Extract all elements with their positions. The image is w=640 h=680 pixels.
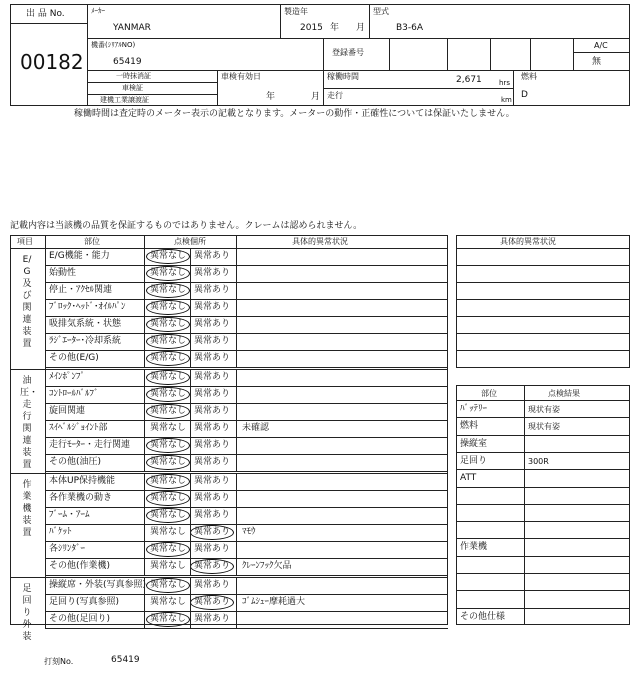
table-row-line: [45, 403, 448, 404]
right-detail-line: [456, 282, 630, 283]
stamp-value: 65419: [111, 655, 140, 665]
results-part: 足回り: [460, 456, 488, 466]
results-row-line: [456, 521, 630, 522]
results-row-line: [456, 538, 630, 539]
km-unit: km: [501, 96, 512, 104]
abnormal-option: 異常あり: [194, 423, 231, 433]
normal-option: 異常なし: [150, 493, 187, 503]
part-label: 停止・ｱｸｾﾙ関連: [49, 285, 113, 295]
part-label: ｺﾝﾄﾛｰﾙﾊﾞﾙﾌﾞ: [49, 389, 99, 399]
abnormal-option: 異常あり: [194, 493, 231, 503]
table-header-divider: [236, 235, 237, 248]
maker-label: ﾒｰｶｰ: [91, 7, 105, 15]
abnormal-option: 異常あり: [194, 302, 231, 312]
temp-cert-label: 一時抹消証: [116, 72, 151, 80]
normal-circle-mark: [146, 283, 190, 298]
table-row-line: [45, 524, 448, 525]
table-col-line: [144, 248, 145, 367]
stamp-label: 打刻No.: [44, 657, 74, 666]
normal-circle-mark: [146, 455, 190, 470]
results-row-line: [456, 556, 630, 557]
part-label: ﾌﾞｰﾑ・ｱｰﾑ: [49, 510, 90, 520]
normal-circle-mark: [146, 404, 190, 419]
part-label: 始動性: [49, 268, 77, 278]
detail-text: ｸﾚｰﾝﾌｯｸ欠品: [242, 561, 292, 571]
normal-option: 異常なし: [150, 319, 187, 329]
right-detail-line: [456, 350, 630, 351]
part-label: 旋回関連: [49, 406, 86, 416]
table-row-line: [45, 386, 448, 387]
normal-option: 異常なし: [150, 423, 187, 433]
results-row-line: [456, 452, 630, 453]
abnormal-option: 異常あり: [194, 406, 231, 416]
results-row-line: [456, 590, 630, 591]
table-col-line: [190, 577, 191, 628]
part-label: 走行ﾓｰﾀｰ・走行関連: [49, 440, 131, 450]
normal-circle-mark: [146, 370, 190, 385]
abnormal-option: 異常あり: [194, 544, 231, 554]
ac-label: A/C: [594, 41, 608, 50]
abnormal-circle-mark: [190, 559, 234, 574]
results-row-line: [456, 469, 630, 470]
abnormal-option: 異常あり: [194, 580, 231, 590]
group-separator-line: [10, 473, 448, 474]
results-table-frame: [456, 385, 630, 625]
abnormal-option: 異常あり: [194, 319, 231, 329]
normal-option: 異常なし: [150, 597, 187, 607]
table-col-line: [236, 369, 237, 471]
normal-circle-mark: [146, 491, 190, 506]
part-label: ﾊﾞｹｯﾄ: [49, 527, 72, 537]
part-label: 各作業機の動き: [49, 493, 113, 503]
normal-circle-mark: [146, 300, 190, 315]
model-value: B3-6A: [396, 23, 424, 33]
quality-notice: 記載内容は当該機の品質を保証するものではありません。クレームは認められません。: [10, 221, 363, 231]
normal-option: 異常なし: [150, 389, 187, 399]
table-col-line: [45, 248, 46, 367]
registration-label: 登録番号: [332, 48, 364, 57]
part-label: その他(油圧): [49, 457, 102, 467]
table-row-line: [45, 350, 448, 351]
table-row-line: [45, 490, 448, 491]
table-col-line: [190, 369, 191, 471]
lot-number: 00182: [20, 50, 84, 74]
normal-option: 異常なし: [150, 336, 187, 346]
detail-text: ｺﾞﾑｼｭｰ摩耗過大: [242, 597, 306, 607]
abnormal-option: 異常あり: [194, 440, 231, 450]
part-label: その他(E/G): [49, 353, 99, 363]
group-title: 油圧・走行関連装置: [20, 376, 39, 470]
results-part: 燃料: [460, 421, 479, 431]
right-detail-header: 具体的異常状況: [500, 237, 556, 246]
table-row-line: [45, 628, 448, 629]
normal-circle-mark: [146, 474, 190, 489]
right-detail-frame: [456, 235, 630, 368]
results-part: ATT: [460, 473, 477, 483]
table-row-line: [45, 594, 448, 595]
mileage-label: 走行: [327, 91, 343, 100]
abnormal-option: 異常あり: [194, 353, 231, 363]
inspection-cert-label: 車検証: [122, 84, 143, 92]
part-label: 足回り(写真参照): [49, 597, 120, 607]
table-row-line: [45, 367, 448, 368]
results-part: その他仕様: [460, 612, 506, 622]
lot-label: 出 品 No.: [26, 9, 65, 19]
table-header-divider: [45, 235, 46, 248]
year-label: 製造年: [284, 7, 308, 16]
group-separator-line: [10, 577, 448, 578]
table-col-line: [190, 473, 191, 575]
col-item-header: 項目: [17, 237, 33, 246]
ac-value: 無: [592, 57, 602, 67]
part-label: E/G機能・能力: [49, 251, 110, 261]
detail-text: ﾏﾓｳ: [242, 527, 256, 537]
normal-option: 異常なし: [150, 580, 187, 590]
part-label: 本体UP保持機能: [49, 476, 116, 486]
table-col-line: [45, 369, 46, 471]
abnormal-circle-mark: [190, 595, 234, 610]
table-row-line: [45, 420, 448, 421]
serial-value: 65419: [113, 57, 142, 67]
results-col-result: 点検結果: [548, 389, 580, 398]
group-title: E/G及び関連装置: [22, 255, 32, 349]
table-row-line: [45, 316, 448, 317]
part-label: 操縦席・外装(写真参照): [49, 580, 147, 590]
part-label: ｽｲﾍﾞﾙｼﾞｮｲﾝﾄ部: [49, 423, 108, 433]
inspection-valid-label: 車検有効日: [221, 72, 261, 81]
month-unit: 月: [356, 23, 366, 33]
normal-option: 異常なし: [150, 457, 187, 467]
inspection-month-unit: 月: [311, 92, 321, 102]
part-label: ﾒｲﾝﾎﾟﾝﾌﾟ: [49, 372, 86, 382]
normal-circle-mark: [146, 317, 190, 332]
year-unit: 年: [330, 23, 340, 33]
normal-option: 異常なし: [150, 476, 187, 486]
abnormal-option: 異常あり: [194, 561, 231, 571]
part-label: ﾗｼﾞｴｰﾀｰ･冷却系統: [49, 336, 122, 346]
table-row-line: [45, 454, 448, 455]
fuel-label: 燃料: [521, 72, 537, 81]
normal-option: 異常なし: [150, 561, 187, 571]
table-row-line: [45, 558, 448, 559]
abnormal-option: 異常あり: [194, 268, 231, 278]
table-row-line: [45, 575, 448, 576]
normal-option: 異常なし: [150, 510, 187, 520]
col-check-header: 点検個所: [174, 237, 206, 246]
abnormal-option: 異常あり: [194, 251, 231, 261]
part-label: その他(作業機): [49, 561, 111, 571]
normal-option: 異常なし: [150, 406, 187, 416]
serial-label: 機番(ｼﾘｱﾙNO): [91, 41, 136, 49]
abnormal-option: 異常あり: [194, 510, 231, 520]
results-part: 作業機: [460, 542, 488, 552]
results-row-line: [456, 608, 630, 609]
normal-circle-mark: [146, 351, 190, 366]
table-col-line: [45, 473, 46, 575]
normal-circle-mark: [146, 612, 190, 627]
table-col-line: [236, 248, 237, 367]
results-row-line: [456, 400, 630, 401]
normal-option: 異常なし: [150, 251, 187, 261]
table-row-line: [45, 282, 448, 283]
normal-option: 異常なし: [150, 353, 187, 363]
hours-unit: hrs: [499, 79, 510, 87]
group-separator-line: [10, 369, 448, 370]
table-col-line: [144, 577, 145, 628]
maker-value: YANMAR: [113, 23, 151, 33]
normal-option: 異常なし: [150, 440, 187, 450]
abnormal-option: 異常あり: [194, 336, 231, 346]
results-part: 操縦室: [460, 439, 488, 449]
results-row-line: [456, 573, 630, 574]
table-col-line: [144, 369, 145, 471]
results-part: ﾊﾞｯﾃﾘｰ: [460, 404, 488, 414]
detail-text: 未確認: [242, 423, 270, 433]
fuel-value: D: [521, 90, 528, 100]
normal-option: 異常なし: [150, 302, 187, 312]
abnormal-option: 異常あり: [194, 372, 231, 382]
group-title: 作業機装置: [22, 480, 32, 538]
results-row-line: [456, 417, 630, 418]
right-detail-line: [456, 316, 630, 317]
results-row-line: [456, 487, 630, 488]
right-detail-line: [456, 333, 630, 334]
abnormal-option: 異常あり: [194, 476, 231, 486]
results-col-part: 部位: [481, 389, 497, 398]
normal-circle-mark: [146, 438, 190, 453]
normal-circle-mark: [146, 508, 190, 523]
normal-option: 異常なし: [150, 372, 187, 382]
table-row-line: [45, 541, 448, 542]
year-value: 2015: [300, 23, 323, 33]
col-detail-header: 具体的異常状況: [292, 237, 348, 246]
table-row-line: [45, 611, 448, 612]
hours-value: 2,671: [456, 75, 482, 85]
part-label: ﾌﾞﾛｯｸ･ﾍｯﾄﾞ･ｵｲﾙﾊﾟﾝ: [49, 302, 126, 312]
abnormal-option: 異常あり: [194, 389, 231, 399]
normal-circle-mark: [146, 578, 190, 593]
part-label: その他(足回り): [49, 614, 111, 624]
right-detail-line: [456, 248, 630, 249]
table-row-line: [45, 299, 448, 300]
table-header-line: [10, 248, 448, 249]
abnormal-option: 異常あり: [194, 285, 231, 295]
table-row-line: [45, 437, 448, 438]
results-value: 現状有姿: [528, 422, 560, 431]
abnormal-option: 異常あり: [194, 457, 231, 467]
normal-option: 異常なし: [150, 285, 187, 295]
normal-circle-mark: [146, 266, 190, 281]
abnormal-option: 異常あり: [194, 597, 231, 607]
table-header-divider: [144, 235, 145, 248]
part-label: 各ｼﾘﾝﾀﾞｰ: [49, 544, 86, 554]
table-row-line: [45, 333, 448, 334]
inspection-year-unit: 年: [266, 92, 276, 102]
table-col-line: [190, 248, 191, 367]
hours-notice: 稼働時間は査定時のメーター表示の記載となります。メーターの動作・正確性については保証いたしません。: [74, 109, 515, 119]
normal-option: 異常なし: [150, 544, 187, 554]
normal-option: 異常なし: [150, 527, 187, 537]
model-label: 型式: [373, 7, 389, 16]
right-detail-line: [456, 299, 630, 300]
construction-cert-label: 建機工業譲渡証: [100, 96, 149, 104]
results-value: 現状有姿: [528, 405, 560, 414]
table-col-line: [236, 577, 237, 628]
table-row-line: [45, 507, 448, 508]
table-row-line: [45, 471, 448, 472]
table-row-line: [45, 265, 448, 266]
group-title: 足回り外装: [22, 584, 32, 642]
table-col-line: [236, 473, 237, 575]
normal-circle-mark: [146, 249, 190, 264]
part-label: 吸排気系統・状態: [49, 319, 122, 329]
normal-circle-mark: [146, 542, 190, 557]
abnormal-circle-mark: [190, 525, 234, 540]
table-col-line: [144, 473, 145, 575]
right-detail-line: [456, 265, 630, 266]
normal-circle-mark: [146, 387, 190, 402]
normal-option: 異常なし: [150, 268, 187, 278]
normal-option: 異常なし: [150, 614, 187, 624]
col-part-header: 部位: [84, 237, 100, 246]
results-row-line: [456, 435, 630, 436]
results-value: 300R: [528, 457, 549, 466]
hours-label: 稼働時間: [327, 72, 359, 81]
abnormal-option: 異常あり: [194, 614, 231, 624]
header-frame: [10, 4, 630, 106]
table-col-line: [45, 577, 46, 628]
results-row-line: [456, 504, 630, 505]
abnormal-option: 異常あり: [194, 527, 231, 537]
normal-circle-mark: [146, 334, 190, 349]
